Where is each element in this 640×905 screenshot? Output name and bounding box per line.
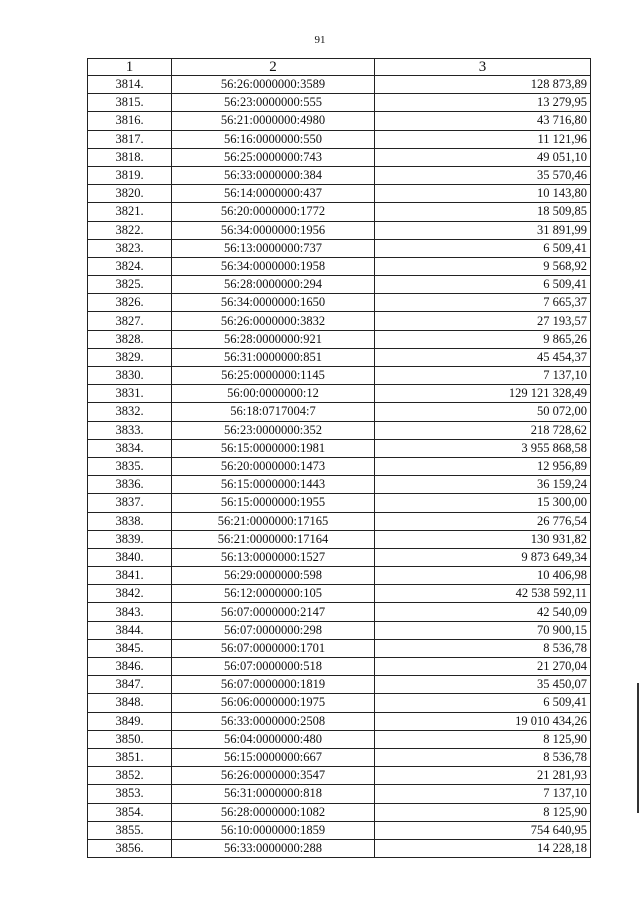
cadastral-value: 754 640,95 (375, 821, 591, 839)
cadastral-value-table (87, 58, 591, 858)
cadastral-value: 43 716,80 (375, 112, 591, 130)
cadastral-number: 56:15:0000000:1443 (172, 476, 375, 494)
row-number: 3819. (88, 166, 172, 184)
table-row (88, 166, 591, 184)
cadastral-value: 7 137,10 (375, 785, 591, 803)
row-number: 3820. (88, 185, 172, 203)
cadastral-value: 7 665,37 (375, 294, 591, 312)
cadastral-number: 56:00:0000000:12 (172, 385, 375, 403)
table-row (88, 312, 591, 330)
cadastral-value: 8 536,78 (375, 639, 591, 657)
table-row (88, 767, 591, 785)
row-number: 3814. (88, 76, 172, 94)
row-number: 3851. (88, 748, 172, 766)
table-row (88, 748, 591, 766)
row-number: 3853. (88, 785, 172, 803)
table-row (88, 76, 591, 94)
row-number: 3839. (88, 530, 172, 548)
cadastral-number: 56:07:0000000:518 (172, 658, 375, 676)
cadastral-value: 9 873 649,34 (375, 548, 591, 566)
cadastral-number: 56:20:0000000:1772 (172, 203, 375, 221)
row-number: 3826. (88, 294, 172, 312)
cadastral-value: 14 228,18 (375, 839, 591, 857)
cadastral-number: 56:07:0000000:1701 (172, 639, 375, 657)
cadastral-number: 56:33:0000000:288 (172, 839, 375, 857)
cadastral-number: 56:34:0000000:1650 (172, 294, 375, 312)
table-row (88, 203, 591, 221)
table-row (88, 621, 591, 639)
row-number: 3825. (88, 276, 172, 294)
cadastral-value: 21 281,93 (375, 767, 591, 785)
cadastral-value: 130 931,82 (375, 530, 591, 548)
cadastral-number: 56:16:0000000:550 (172, 130, 375, 148)
table-row (88, 585, 591, 603)
table-row (88, 221, 591, 239)
cadastral-number: 56:10:0000000:1859 (172, 821, 375, 839)
row-number: 3828. (88, 330, 172, 348)
table-row (88, 530, 591, 548)
table-row (88, 421, 591, 439)
cadastral-value: 11 121,96 (375, 130, 591, 148)
row-number: 3832. (88, 403, 172, 421)
cadastral-value: 6 509,41 (375, 276, 591, 294)
table-row (88, 603, 591, 621)
cadastral-number: 56:14:0000000:437 (172, 185, 375, 203)
cadastral-value: 6 509,41 (375, 239, 591, 257)
row-number: 3856. (88, 839, 172, 857)
table-row (88, 185, 591, 203)
cadastral-value: 49 051,10 (375, 148, 591, 166)
cadastral-value: 31 891,99 (375, 221, 591, 239)
cadastral-value: 6 509,41 (375, 694, 591, 712)
cadastral-value: 15 300,00 (375, 494, 591, 512)
cadastral-value: 21 270,04 (375, 658, 591, 676)
cadastral-number: 56:12:0000000:105 (172, 585, 375, 603)
row-number: 3838. (88, 512, 172, 530)
row-number: 3835. (88, 457, 172, 475)
cadastral-number: 56:23:0000000:352 (172, 421, 375, 439)
row-number: 3855. (88, 821, 172, 839)
cadastral-value: 50 072,00 (375, 403, 591, 421)
row-number: 3847. (88, 676, 172, 694)
table-row (88, 839, 591, 857)
table-row (88, 130, 591, 148)
cadastral-number: 56:26:0000000:3547 (172, 767, 375, 785)
cadastral-number: 56:07:0000000:298 (172, 621, 375, 639)
row-number: 3818. (88, 148, 172, 166)
cadastral-value: 128 873,89 (375, 76, 591, 94)
cadastral-value: 70 900,15 (375, 621, 591, 639)
cadastral-value: 18 509,85 (375, 203, 591, 221)
row-number: 3848. (88, 694, 172, 712)
scan-edge-mark (637, 683, 639, 813)
cadastral-number: 56:20:0000000:1473 (172, 457, 375, 475)
row-number: 3815. (88, 94, 172, 112)
table-row (88, 694, 591, 712)
table-row (88, 330, 591, 348)
cadastral-number: 56:04:0000000:480 (172, 730, 375, 748)
table-row (88, 94, 591, 112)
table-row (88, 658, 591, 676)
cadastral-value: 7 137,10 (375, 367, 591, 385)
table-row (88, 348, 591, 366)
cadastral-value: 3 955 868,58 (375, 439, 591, 457)
table-row (88, 457, 591, 475)
table-row (88, 821, 591, 839)
table-row (88, 785, 591, 803)
column-header-1: 1 (88, 59, 172, 76)
cadastral-number: 56:15:0000000:1955 (172, 494, 375, 512)
cadastral-value: 36 159,24 (375, 476, 591, 494)
page-number: 91 (314, 34, 326, 46)
row-number: 3831. (88, 385, 172, 403)
cadastral-number: 56:18:0717004:7 (172, 403, 375, 421)
cadastral-number: 56:26:0000000:3832 (172, 312, 375, 330)
cadastral-value: 9 568,92 (375, 257, 591, 275)
column-header-3: 3 (375, 59, 591, 76)
row-number: 3830. (88, 367, 172, 385)
row-number: 3841. (88, 567, 172, 585)
table-row (88, 803, 591, 821)
cadastral-number: 56:28:0000000:294 (172, 276, 375, 294)
cadastral-number: 56:25:0000000:743 (172, 148, 375, 166)
table-row (88, 239, 591, 257)
row-number: 3842. (88, 585, 172, 603)
cadastral-number: 56:34:0000000:1956 (172, 221, 375, 239)
cadastral-value: 129 121 328,49 (375, 385, 591, 403)
cadastral-number: 56:33:0000000:384 (172, 166, 375, 184)
row-number: 3834. (88, 439, 172, 457)
cadastral-number: 56:13:0000000:737 (172, 239, 375, 257)
cadastral-value: 10 143,80 (375, 185, 591, 203)
cadastral-number: 56:21:0000000:17164 (172, 530, 375, 548)
row-number: 3821. (88, 203, 172, 221)
row-number: 3827. (88, 312, 172, 330)
cadastral-number: 56:15:0000000:1981 (172, 439, 375, 457)
row-number: 3852. (88, 767, 172, 785)
cadastral-number: 56:07:0000000:1819 (172, 676, 375, 694)
table-row (88, 276, 591, 294)
row-number: 3854. (88, 803, 172, 821)
cadastral-value: 13 279,95 (375, 94, 591, 112)
cadastral-number: 56:34:0000000:1958 (172, 257, 375, 275)
cadastral-value: 12 956,89 (375, 457, 591, 475)
table-row (88, 712, 591, 730)
cadastral-value: 42 538 592,11 (375, 585, 591, 603)
table-row (88, 294, 591, 312)
cadastral-value: 35 570,46 (375, 166, 591, 184)
cadastral-value: 8 125,90 (375, 730, 591, 748)
table-row (88, 112, 591, 130)
table-row (88, 639, 591, 657)
table-row (88, 257, 591, 275)
cadastral-value: 9 865,26 (375, 330, 591, 348)
cadastral-value: 10 406,98 (375, 567, 591, 585)
cadastral-number: 56:28:0000000:921 (172, 330, 375, 348)
row-number: 3829. (88, 348, 172, 366)
row-number: 3850. (88, 730, 172, 748)
row-number: 3844. (88, 621, 172, 639)
cadastral-value: 45 454,37 (375, 348, 591, 366)
cadastral-number: 56:28:0000000:1082 (172, 803, 375, 821)
cadastral-value: 8 125,90 (375, 803, 591, 821)
cadastral-number: 56:33:0000000:2508 (172, 712, 375, 730)
cadastral-number: 56:31:0000000:818 (172, 785, 375, 803)
row-number: 3845. (88, 639, 172, 657)
row-number: 3816. (88, 112, 172, 130)
column-header-2: 2 (172, 59, 375, 76)
table-row (88, 512, 591, 530)
table-row (88, 494, 591, 512)
cadastral-number: 56:21:0000000:17165 (172, 512, 375, 530)
cadastral-number: 56:15:0000000:667 (172, 748, 375, 766)
table-body (88, 76, 591, 858)
row-number: 3823. (88, 239, 172, 257)
cadastral-value: 42 540,09 (375, 603, 591, 621)
table-row (88, 567, 591, 585)
row-number: 3837. (88, 494, 172, 512)
table-row (88, 476, 591, 494)
cadastral-value: 19 010 434,26 (375, 712, 591, 730)
row-number: 3836. (88, 476, 172, 494)
table-row (88, 403, 591, 421)
table-header-row (88, 59, 591, 76)
table-row (88, 548, 591, 566)
row-number: 3833. (88, 421, 172, 439)
row-number: 3849. (88, 712, 172, 730)
table-row (88, 385, 591, 403)
cadastral-value: 35 450,07 (375, 676, 591, 694)
row-number: 3846. (88, 658, 172, 676)
table-row (88, 730, 591, 748)
cadastral-value: 26 776,54 (375, 512, 591, 530)
row-number: 3822. (88, 221, 172, 239)
cadastral-number: 56:29:0000000:598 (172, 567, 375, 585)
cadastral-number: 56:21:0000000:4980 (172, 112, 375, 130)
cadastral-value: 27 193,57 (375, 312, 591, 330)
cadastral-number: 56:07:0000000:2147 (172, 603, 375, 621)
cadastral-number: 56:23:0000000:555 (172, 94, 375, 112)
cadastral-number: 56:25:0000000:1145 (172, 367, 375, 385)
cadastral-number: 56:13:0000000:1527 (172, 548, 375, 566)
cadastral-number: 56:26:0000000:3589 (172, 76, 375, 94)
table-row (88, 676, 591, 694)
table-row (88, 439, 591, 457)
cadastral-number: 56:31:0000000:851 (172, 348, 375, 366)
row-number: 3840. (88, 548, 172, 566)
row-number: 3824. (88, 257, 172, 275)
row-number: 3817. (88, 130, 172, 148)
cadastral-number: 56:06:0000000:1975 (172, 694, 375, 712)
table-row (88, 367, 591, 385)
cadastral-value: 218 728,62 (375, 421, 591, 439)
cadastral-value: 8 536,78 (375, 748, 591, 766)
row-number: 3843. (88, 603, 172, 621)
table-row (88, 148, 591, 166)
